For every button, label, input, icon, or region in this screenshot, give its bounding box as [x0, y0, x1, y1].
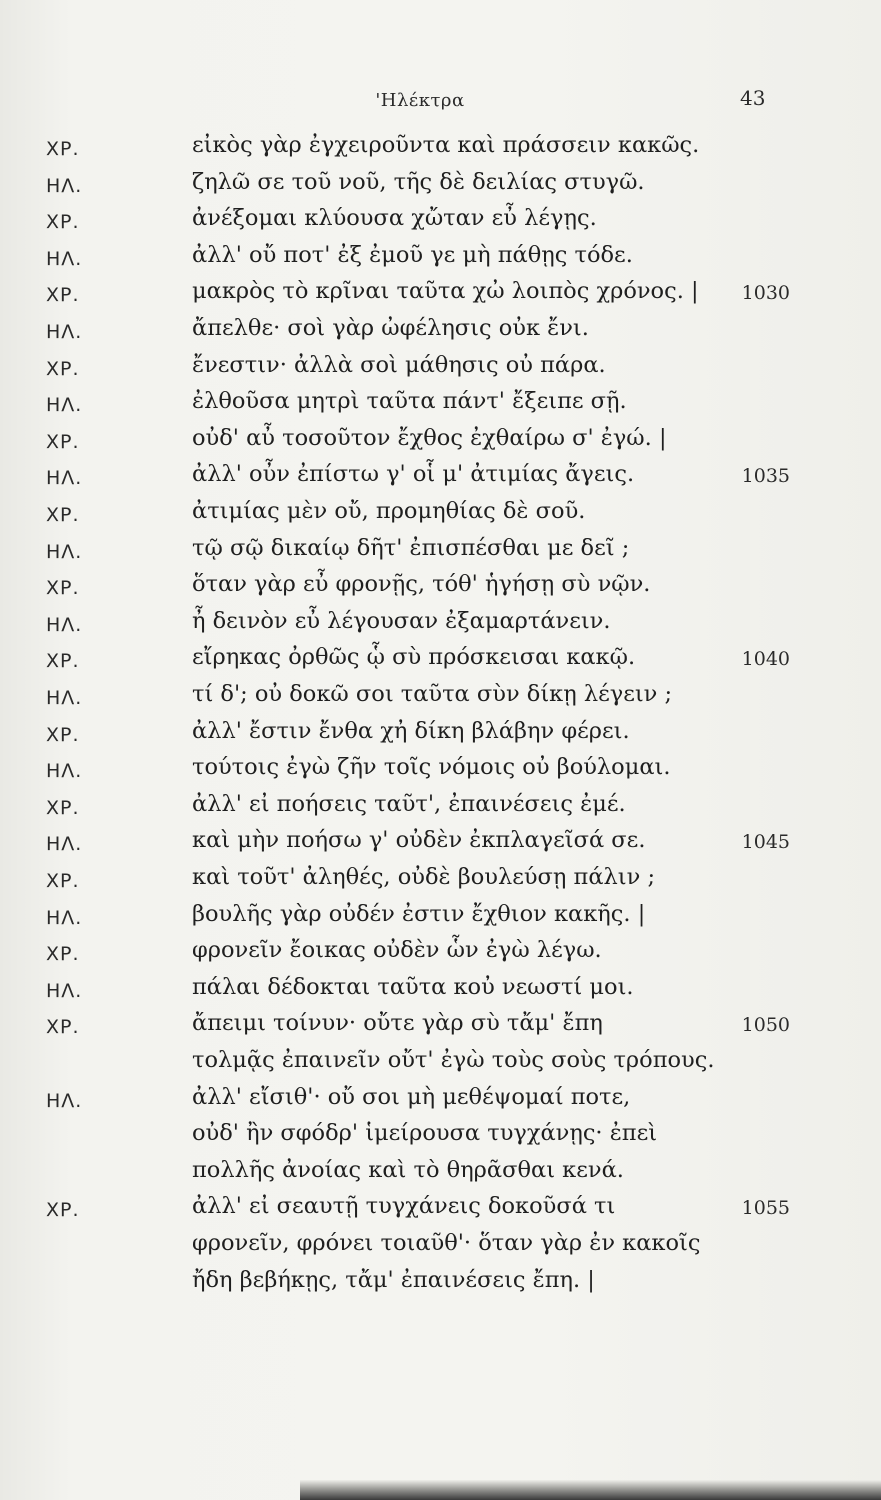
running-title: 'Ηλέκτρα — [375, 90, 465, 111]
verse-line — [0, 278, 881, 312]
verse-text: καὶ τοῦτ' ἀληθές, οὐδὲ βουλεύσῃ πάλιν ; — [192, 864, 656, 890]
verse-text: ἄπελθε· σοὶ γὰρ ὠφέλησις οὐκ ἔνι. — [192, 315, 589, 341]
verse-text: βουλῆς γὰρ οὐδέν ἐστιν ἔχθιον κακῆς. | — [192, 901, 646, 927]
verse-text: φρονεῖν ἔοικας οὐδὲν ὧν ἐγὼ λέγω. — [192, 937, 602, 963]
verse-line — [0, 1047, 881, 1081]
verse-text: πάλαι δέδοκται ταῦτα κοὐ νεωστί μοι. — [192, 974, 634, 1000]
speaker-label: ΗΛ. — [46, 248, 83, 270]
speaker-label: ΧΡ. — [46, 577, 80, 599]
verse-line — [0, 1267, 881, 1301]
verse-text: μακρὸς τὸ κρῖναι ταῦτα χὠ λοιπὸς χρόνος. | — [192, 278, 699, 304]
verse-line — [0, 315, 881, 349]
verse-text: ἐλθοῦσα μητρὶ ταῦτα πάντ' ἔξειπε σῇ. — [192, 388, 627, 414]
page-number: 43 — [740, 86, 766, 110]
speaker-label: ΧΡ. — [46, 138, 80, 160]
verse-line — [0, 974, 881, 1008]
verse-line — [0, 535, 881, 569]
speaker-label: ΗΛ. — [46, 907, 83, 929]
verse-text: τῷ σῷ δικαίῳ δῆτ' ἐπισπέσθαι με δεῖ ; — [192, 535, 630, 561]
verse-line — [0, 388, 881, 422]
speaker-label: ΗΛ. — [46, 394, 83, 416]
verse-line — [0, 1157, 881, 1191]
verse-text: ἀλλ' εἰ σεαυτῇ τυγχάνεις δοκοῦσά τι — [192, 1193, 616, 1219]
verse-text: ἄπειμι τοίνυν· οὔτε γὰρ σὺ τἄμ' ἔπη — [192, 1010, 603, 1036]
verse-line — [0, 608, 881, 642]
speaker-label: ΧΡ. — [46, 797, 80, 819]
verse-text: ἀλλ' εἴσιθ'· οὔ σοι μὴ μεθέψομαί ποτε, — [192, 1084, 631, 1110]
speaker-label: ΧΡ. — [46, 870, 80, 892]
verse-line — [0, 718, 881, 752]
verse-line — [0, 1230, 881, 1264]
verse-text: τί δ'; οὐ δοκῶ σοι ταῦτα σὺν δίκῃ λέγειν ; — [192, 681, 673, 707]
verse-text: ἀτιμίας μὲν οὔ, προμηθίας δὲ σοῦ. — [192, 498, 586, 524]
verse-text: ζηλῶ σε τοῦ νοῦ, τῆς δὲ δειλίας στυγῶ. — [192, 169, 645, 195]
speaker-label: ΧΡ. — [46, 1016, 80, 1038]
verse-text: ἦ δεινὸν εὖ λέγουσαν ἐξαμαρτάνειν. — [192, 608, 611, 634]
line-number: 1040 — [741, 648, 790, 670]
line-number: 1035 — [741, 465, 790, 487]
speaker-label: ΗΛ. — [46, 980, 83, 1002]
speaker-label: ΧΡ. — [46, 943, 80, 965]
verse-line — [0, 205, 881, 239]
speaker-label: ΗΛ. — [46, 687, 83, 709]
speaker-label: ΗΛ. — [46, 1090, 83, 1112]
verse-line — [0, 1010, 881, 1044]
verse-line — [0, 827, 881, 861]
verse-line — [0, 754, 881, 788]
verse-text: ἀλλ' ἔστιν ἔνθα χἠ δίκη βλάβην φέρει. — [192, 718, 630, 744]
verse-text: φρονεῖν, φρόνει τοιαῦθ'· ὅταν γὰρ ἐν κακοῖς — [192, 1230, 701, 1256]
verse-line — [0, 681, 881, 715]
verse-line — [0, 169, 881, 203]
verse-text: οὐδ' ἢν σφόδρ' ἱμείρουσα τυγχάνῃς· ἐπεὶ — [192, 1120, 658, 1146]
verse-line — [0, 352, 881, 386]
verse-line — [0, 461, 881, 495]
verse-text: ἀλλ' οὔ ποτ' ἐξ ἐμοῦ γε μὴ πάθῃς τόδε. — [192, 242, 633, 268]
verse-line — [0, 425, 881, 459]
speaker-label: ΧΡ. — [46, 284, 80, 306]
speaker-label: ΗΛ. — [46, 614, 83, 636]
verse-text: εἴρηκας ὀρθῶς ᾧ σὺ πρόσκεισαι κακῷ. — [192, 644, 636, 670]
verse-text: ἤδη βεβήκῃς, τἄμ' ἐπαινέσεις ἔπη. | — [192, 1267, 595, 1293]
speaker-label: ΧΡ. — [46, 504, 80, 526]
line-number: 1050 — [741, 1014, 790, 1036]
page-bottom-edge — [300, 1480, 881, 1500]
verse-line — [0, 864, 881, 898]
line-number: 1045 — [741, 831, 790, 853]
speaker-label: ΗΛ. — [46, 760, 83, 782]
speaker-label: ΧΡ. — [46, 211, 80, 233]
verse-text: ἀνέξομαι κλύουσα χὤταν εὖ λέγῃς. — [192, 205, 597, 231]
verse-line — [0, 937, 881, 971]
verse-text: ὅταν γὰρ εὖ φρονῇς, τόθ' ἡγήσῃ σὺ νῷν. — [192, 571, 651, 597]
verse-text: τολμᾷς ἐπαινεῖν οὔτ' ἐγὼ τοὺς σοὺς τρόπους. — [192, 1047, 715, 1073]
verse-line — [0, 1193, 881, 1227]
verse-text: εἰκὸς γὰρ ἐγχειροῦντα καὶ πράσσειν κακῶς. — [192, 132, 700, 158]
speaker-label: ΧΡ. — [46, 431, 80, 453]
verse-line — [0, 571, 881, 605]
verse-line — [0, 901, 881, 935]
speaker-label: ΗΛ. — [46, 467, 83, 489]
speaker-label: ΧΡ. — [46, 724, 80, 746]
verse-text: τούτοις ἐγὼ ζῆν τοῖς νόμοις οὐ βούλομαι. — [192, 754, 671, 780]
verse-text: ἔνεστιν· ἀλλὰ σοὶ μάθησις οὐ πάρα. — [192, 352, 606, 378]
verse-text: ἀλλ' εἰ ποήσεις ταῦτ', ἐπαινέσεις ἐμέ. — [192, 791, 626, 817]
verse-line — [0, 791, 881, 825]
verse-line — [0, 1084, 881, 1118]
verse-text: καὶ μὴν ποήσω γ' οὐδὲν ἐκπλαγεῖσά σε. — [192, 827, 646, 853]
speaker-label: ΧΡ. — [46, 358, 80, 380]
verse-line — [0, 242, 881, 276]
line-number: 1055 — [741, 1197, 790, 1219]
verse-text: οὐδ' αὖ τοσοῦτον ἔχθος ἐχθαίρω σ' ἐγώ. | — [192, 425, 667, 451]
verse-line — [0, 132, 881, 166]
speaker-label: ΗΛ. — [46, 833, 83, 855]
speaker-label: ΗΛ. — [46, 175, 83, 197]
verse-text: ἀλλ' οὖν ἐπίστω γ' οἷ μ' ἀτιμίας ἄγεις. — [192, 461, 635, 487]
verse-line — [0, 498, 881, 532]
line-number: 1030 — [741, 282, 790, 304]
speaker-label: ΗΛ. — [46, 321, 83, 343]
verse-line — [0, 1120, 881, 1154]
verse-text: πολλῆς ἀνοίας καὶ τὸ θηρᾶσθαι κενά. — [192, 1157, 624, 1183]
speaker-label: ΧΡ. — [46, 650, 80, 672]
verse-line — [0, 644, 881, 678]
speaker-label: ΗΛ. — [46, 541, 83, 563]
speaker-label: ΧΡ. — [46, 1199, 80, 1221]
